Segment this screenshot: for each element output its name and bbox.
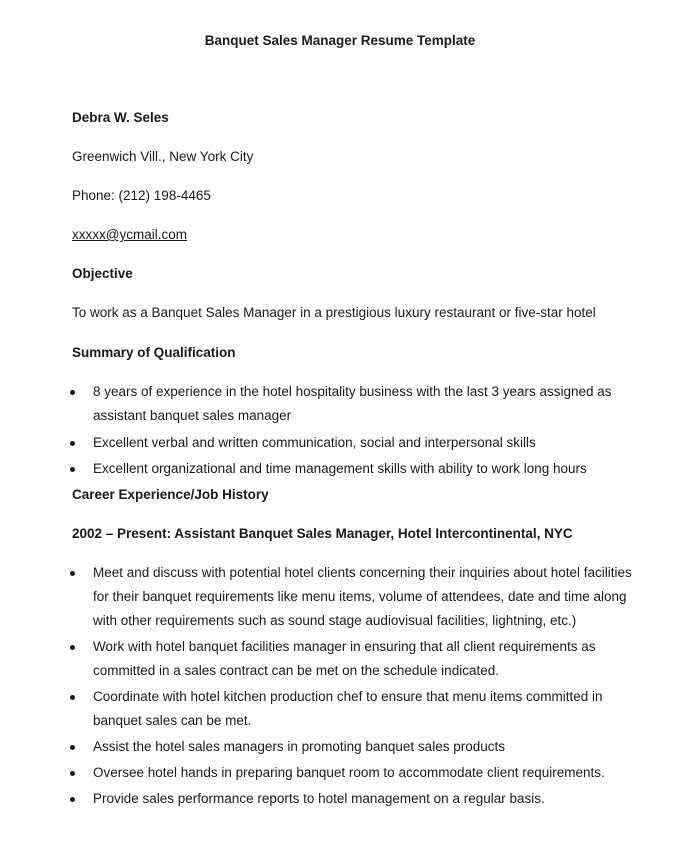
list-item: 8 years of experience in the hotel hospitality business with the last 3 years assigned as assistant banquet sales manager <box>72 380 642 428</box>
address: Greenwich Vill., New York City <box>72 149 254 164</box>
document-title: Banquet Sales Manager Resume Template <box>204 33 476 48</box>
list-item: Work with hotel banquet facilities manager in ensuring that all client requirements as committed in a sales contract can be met on the schedule indicated. <box>72 635 642 683</box>
list-item: Coordinate with hotel kitchen production chef to ensure that menu items committed in banquet sales can be met. <box>72 685 642 733</box>
list-item: Meet and discuss with potential hotel clients concerning their inquiries about hotel facilities for their banquet requirements like menu items, volume of attendees, date and time along with other requirements such as sound stage audiovisual facilities, lightning, etc.) <box>72 561 642 633</box>
candidate-name: Debra W. Seles <box>72 110 169 125</box>
career-list <box>72 561 642 813</box>
list-item: Provide sales performance reports to hotel management on a regular basis. <box>72 787 642 811</box>
summary-heading: Summary of Qualification <box>72 345 236 360</box>
objective-heading: Objective <box>72 266 133 281</box>
list-item: Assist the hotel sales managers in promoting banquet sales products <box>72 735 642 759</box>
phone: Phone: (212) 198-4465 <box>72 188 211 203</box>
summary-list <box>72 380 642 484</box>
list-item: Excellent organizational and time management skills with ability to work long hours <box>72 457 642 481</box>
career-heading: Career Experience/Job History <box>72 487 269 502</box>
objective-text: To work as a Banquet Sales Manager in a prestigious luxury restaurant or five-star hotel <box>72 305 596 320</box>
email-link[interactable]: xxxxx@ycmail.com <box>72 227 187 242</box>
list-item: Excellent verbal and written communication, social and interpersonal skills <box>72 431 642 455</box>
position-title: 2002 – Present: Assistant Banquet Sales Manager, Hotel Intercontinental, NYC <box>72 526 573 541</box>
list-item: Oversee hotel hands in preparing banquet room to accommodate client requirements. <box>72 761 642 785</box>
